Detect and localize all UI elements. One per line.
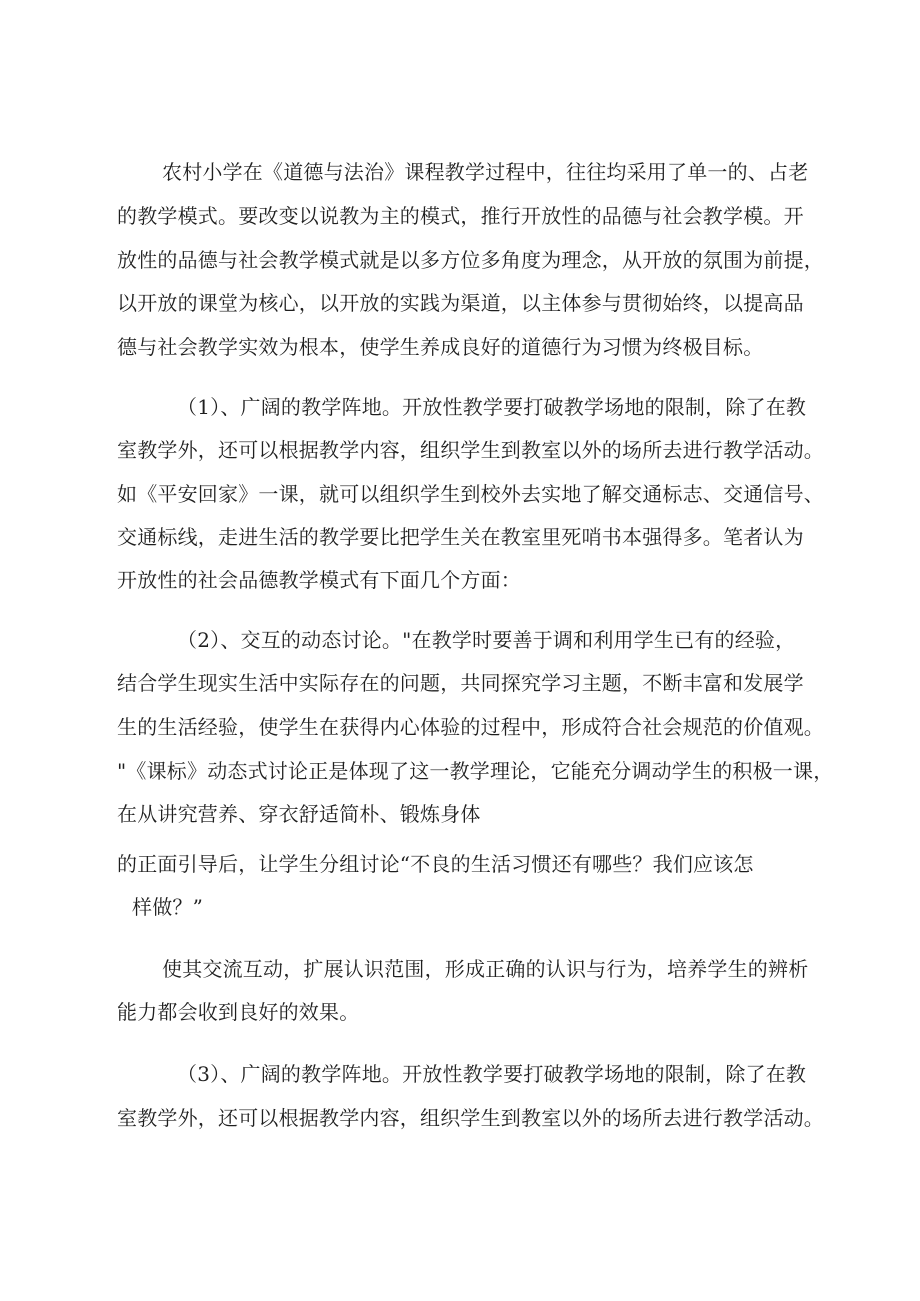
paragraph-1-line-4: 以开放的课堂为核心，以开放的实践为渠道，以主体参与贯彻始终，以提高品 (117, 291, 804, 315)
paragraph-4-line-1: 的正面引导后，让学生分组讨论“不良的生活习惯还有哪些？我们应该怎 (117, 852, 754, 876)
paragraph-2-line-1: （1）、广阔的教学阵地。开放性教学要打破教学场地的限制，除了在教 (177, 395, 807, 419)
paragraph-2-line-5: 开放性的社会品德教学模式有下面几个方面： (117, 568, 521, 592)
paragraph-3-line-5: 在从讲究营养、穿衣舒适简朴、锻炼身体 (117, 802, 481, 826)
paragraph-6-line-2: 室教学外，还可以根据教学内容，组织学生到教室以外的场所去进行教学活动。 (117, 1106, 824, 1130)
paragraph-5-line-2: 能力都会收到良好的效果。 (117, 1000, 360, 1024)
paragraph-1-line-1: 农村小学在《道德与法治》课程教学过程中，往往均采用了单一的、占老 (162, 160, 809, 184)
paragraph-3-line-2: 结合学生现实生活中实际存在的问题，共同探究学习主题，不断丰富和发展学 (117, 671, 804, 695)
paragraph-3-line-4: "《课标》动态式讨论正是体现了这一教学理论，它能充分调动学生的积极一课， (117, 759, 834, 783)
paragraph-6-line-1: （3）、广阔的教学阵地。开放性教学要打破教学场地的限制，除了在教 (177, 1062, 807, 1086)
paragraph-4-line-2: 样做？” (132, 895, 204, 919)
paragraph-1-line-5: 德与社会教学实效为根本，使学生养成良好的道德行为习惯为终极目标。 (117, 335, 764, 359)
paragraph-2-line-2: 室教学外，还可以根据教学内容，组织学生到教室以外的场所去进行教学活动。 (117, 438, 824, 462)
paragraph-3-line-1: （2）、交互的动态讨论。"在教学时要善于调和利用学生已有的经验， (177, 628, 796, 652)
paragraph-5-line-1: 使其交流互动，扩展认识范围，形成正确的认识与行为，培养学生的辨析 (162, 957, 809, 981)
paragraph-1-line-2: 的教学模式。要改变以说教为主的模式，推行开放性的品德与社会教学模。开 (117, 204, 804, 228)
paragraph-2-line-4: 交通标线，走进生活的教学要比把学生关在教室里死哨书本强得多。笔者认为 (117, 525, 804, 549)
paragraph-2-line-3: 如《平安回家》一课，就可以组织学生到校外去实地了解交通标志、交通信号、 (117, 482, 824, 506)
paragraph-1-line-3: 放性的品德与社会教学模式就是以多方位多角度为理念，从开放的氛围为前提， (117, 248, 824, 272)
paragraph-3-line-3: 生的生活经验，使学生在获得内心体验的过程中，形成符合社会规范的价值观。 (117, 715, 824, 739)
